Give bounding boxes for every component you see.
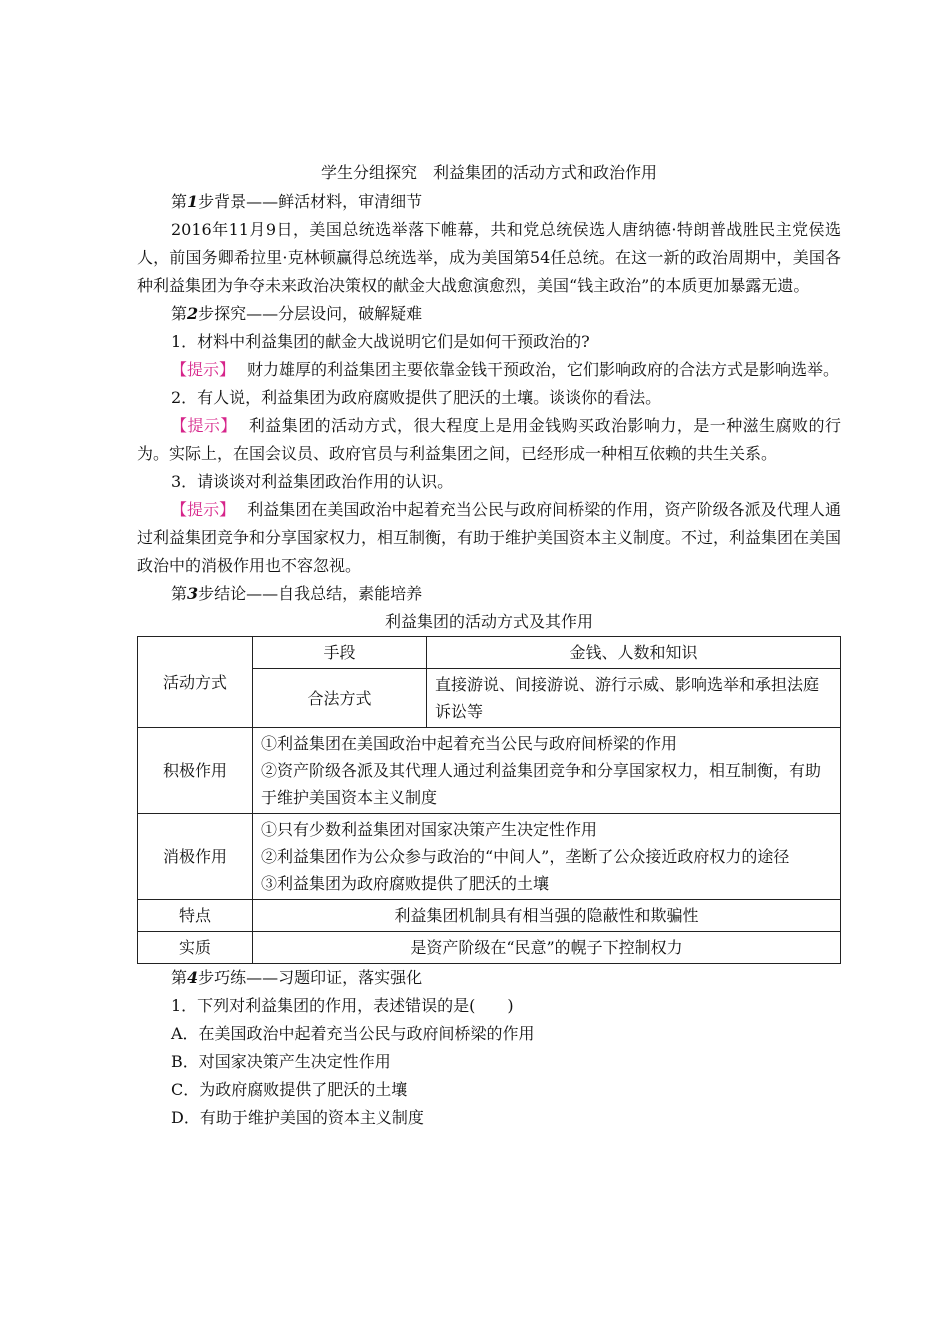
background-paragraph: 2016年11月9日，美国总统选举落下帷幕，共和党总统侯选人唐纳德·特朗普战胜民主党侯选人，前国务卿希拉里·克林顿赢得总统选举，成为美国第54任总统。在这一新的政治周期中，美国各种利益集团为争夺未来政治决策权的献金大战愈演愈烈，美国“钱主政治”的本质更加暴露无遗。 [137,220,841,295]
means-label: 手段 [253,637,427,669]
feature-label: 特点 [138,900,253,932]
question-2: 2．有人说，利益集团为政府腐败提供了肥沃的土壤。谈谈你的看法。 [171,388,662,407]
list-item: ②利益集团作为公众参与政治的“中间人”，垄断了公众接近政府权力的途径 [261,847,790,866]
page-title: 学生分组探究 利益集团的活动方式和政治作用 [320,163,657,182]
legal-label: 合法方式 [253,669,427,728]
table-caption: 利益集团的活动方式及其作用 [384,612,593,631]
list-item: ②资产阶级各派及其代理人通过利益集团竞争和分享国家权力，相互制衡，有助于维护美国资本主义制度 [261,761,822,807]
list-item: ③利益集团为政府腐败提供了肥沃的土壤 [261,874,550,893]
list-item: ①只有少数利益集团对国家决策产生决定性作用 [261,820,598,839]
document-page [137,158,841,1132]
exercise-question: 1．下列对利益集团的作用，表述错误的是( ) [171,996,514,1015]
step3-heading: 第3步结论——自我总结，素能培养 [171,584,423,603]
option-c: C．为政府腐败提供了肥沃的土壤 [171,1080,408,1099]
means-value: 金钱、人数和知识 [427,637,841,669]
activity-label: 活动方式 [138,637,253,728]
list-item: ①利益集团在美国政治中起着充当公民与政府间桥梁的作用 [261,734,678,753]
essence-label: 实质 [138,932,253,964]
option-d: D．有助于维护美国的资本主义制度 [171,1108,424,1127]
hint-label: 【提示】 [171,500,236,519]
question-3: 3．请谈谈对利益集团政治作用的认识。 [171,472,454,491]
step1-heading: 第1步背景——鲜活材料，审清细节 [171,192,423,211]
hint-2: 【提示】 利益集团的活动方式，很大程度上是用金钱购买政治影响力，是一种滋生腐败的行为。实际上，在国会议员、政府官员与利益集团之间，已经形成一种相互依赖的共生关系。 [137,416,841,463]
table-row [138,932,841,964]
table-row [138,900,841,932]
table-row [138,728,841,814]
question-1: 1．材料中利益集团的献金大战说明它们是如何干预政治的? [171,332,590,351]
step2-heading: 第2步探究——分层设问，破解疑难 [171,304,423,323]
hint-label: 【提示】 [171,416,237,435]
hint-3: 【提示】 利益集团在美国政治中起着充当公民与政府间桥梁的作用，资产阶级各派及代理人通过利益集团竞争和分享国家权力，相互制衡，有助于维护美国资本主义制度。不过，利益集团在美国政治中的消极作用也不容忽视。 [137,500,842,575]
option-b: B．对国家决策产生决定性作用 [171,1052,391,1071]
option-a: A．在美国政治中起着充当公民与政府间桥梁的作用 [171,1024,535,1043]
table-row [138,814,841,900]
feature-value: 利益集团机制具有相当强的隐蔽性和欺骗性 [253,900,841,932]
hint-label: 【提示】 [171,360,236,379]
legal-value: 直接游说、间接游说、游行示威、影响选举和承担法庭诉讼等 [427,669,841,728]
negative-items [253,814,841,900]
table-row [138,637,841,669]
positive-items [253,728,841,814]
negative-label: 消极作用 [138,814,253,900]
step4-heading: 第4步巧练——习题印证，落实强化 [171,968,423,987]
positive-label: 积极作用 [138,728,253,814]
summary-table [137,636,841,964]
essence-value: 是资产阶级在“民意”的幌子下控制权力 [253,932,841,964]
hint-1: 【提示】 财力雄厚的利益集团主要依靠金钱干预政治，它们影响政府的合法方式是影响选举。 [171,360,840,379]
